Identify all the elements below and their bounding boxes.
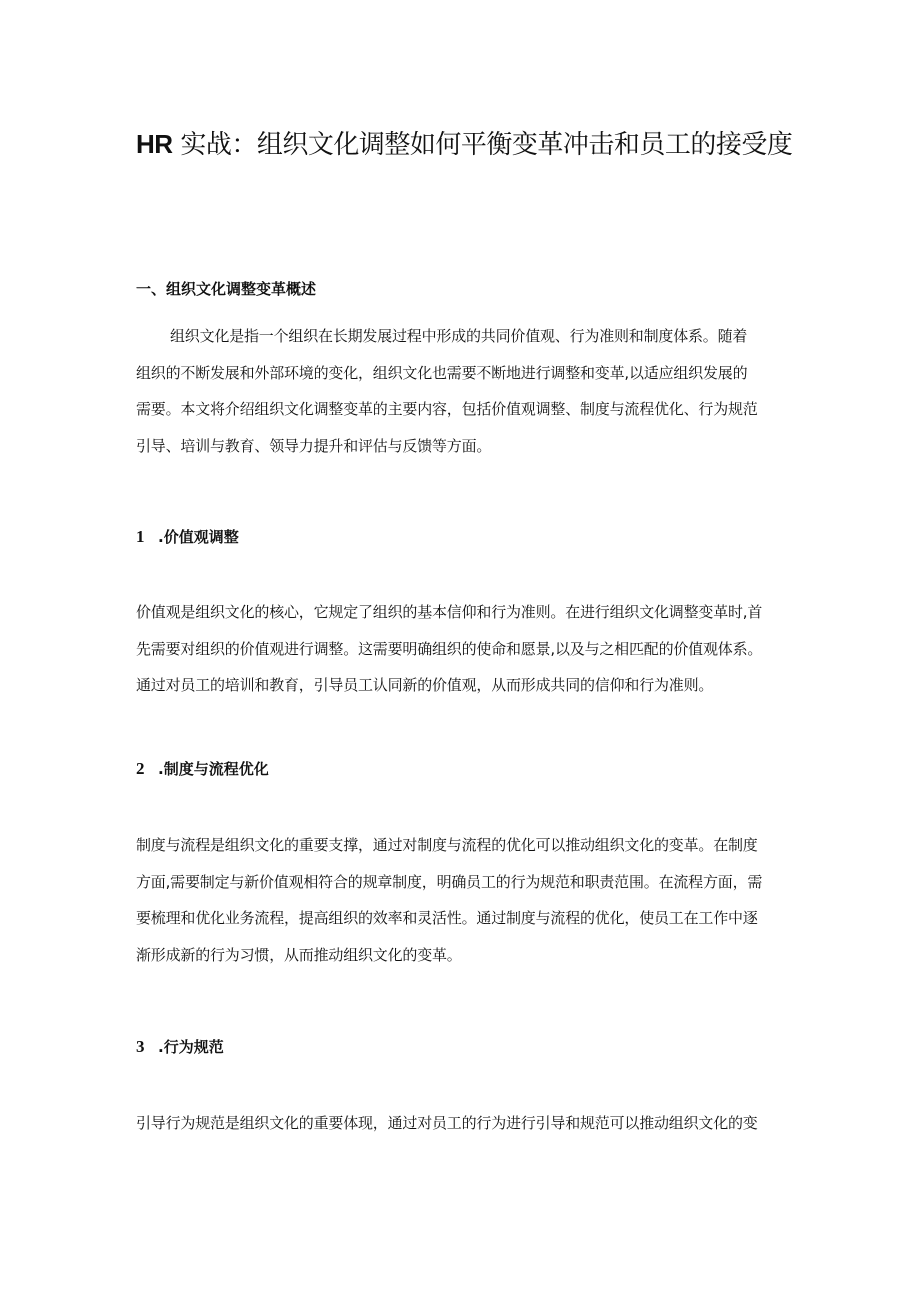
subsection-heading-values	[136, 525, 239, 549]
values-paragraph	[136, 600, 796, 710]
title-text: 实战：组织文化调整如何平衡变革冲击和员工的接受度	[180, 130, 793, 160]
paragraph-line: 渐形成新的行为习惯，从而推动组织文化的变革。	[136, 946, 462, 965]
title-prefix: HR	[136, 129, 173, 159]
paragraph-line: 组织文化是指一个组织在长期发展过程中形成的共同价值观、行为准则和制度体系。随着	[170, 327, 748, 345]
subsection-heading-systems	[136, 757, 269, 781]
overview-paragraph	[136, 324, 796, 471]
paragraph-line: 方面,需要制定与新价值观相符合的规章制度，明确员工的行为规范和职责范围。在流程方面，需	[136, 872, 763, 891]
paragraph-line: 引导、培训与教育、领导力提升和评估与反馈等方面。	[136, 437, 492, 456]
subsection-title: .行为规范	[158, 1038, 224, 1056]
subsection-heading-behavior	[136, 1035, 224, 1059]
systems-paragraph	[136, 833, 796, 980]
subsection-number: 3	[136, 1037, 145, 1056]
behavior-paragraph	[136, 1111, 796, 1148]
paragraph-line: 要梳理和优化业务流程，提高组织的效率和灵活性。通过制度与流程的优化，使员工在工作中逐	[136, 909, 758, 928]
paragraph-line: 引导行为规范是组织文化的重要体现，通过对员工的行为进行引导和规范可以推动组织文化的变	[136, 1114, 758, 1132]
section-heading-overview: 一、组织文化调整变革概述	[136, 280, 317, 298]
document-title	[136, 124, 836, 165]
paragraph-line: 通过对员工的培训和教育，引导员工认同新的价值观，从而形成共同的信仰和行为准则。	[136, 676, 714, 695]
paragraph-line: 需要。本文将介绍组织文化调整变革的主要内容，包括价值观调整、制度与流程优化、行为规范	[136, 400, 758, 419]
subsection-title: .价值观调整	[158, 528, 239, 546]
paragraph-line: 制度与流程是组织文化的重要支撑，通过对制度与流程的优化可以推动组织文化的变革。在制度	[136, 836, 758, 854]
subsection-number: 2	[136, 759, 145, 778]
paragraph-line: 先需要对组织的价值观进行调整。这需要明确组织的使命和愿景,以及与之相匹配的价值观体系。	[136, 639, 763, 658]
paragraph-line: 组织的不断发展和外部环境的变化，组织文化也需要不断地进行调整和变革,以适应组织发展的	[136, 363, 748, 382]
paragraph-line: 价值观是组织文化的核心，它规定了组织的基本信仰和行为准则。在进行组织文化调整变革时,首	[136, 603, 763, 621]
subsection-title: .制度与流程优化	[158, 760, 269, 778]
subsection-number: 1	[136, 527, 145, 546]
